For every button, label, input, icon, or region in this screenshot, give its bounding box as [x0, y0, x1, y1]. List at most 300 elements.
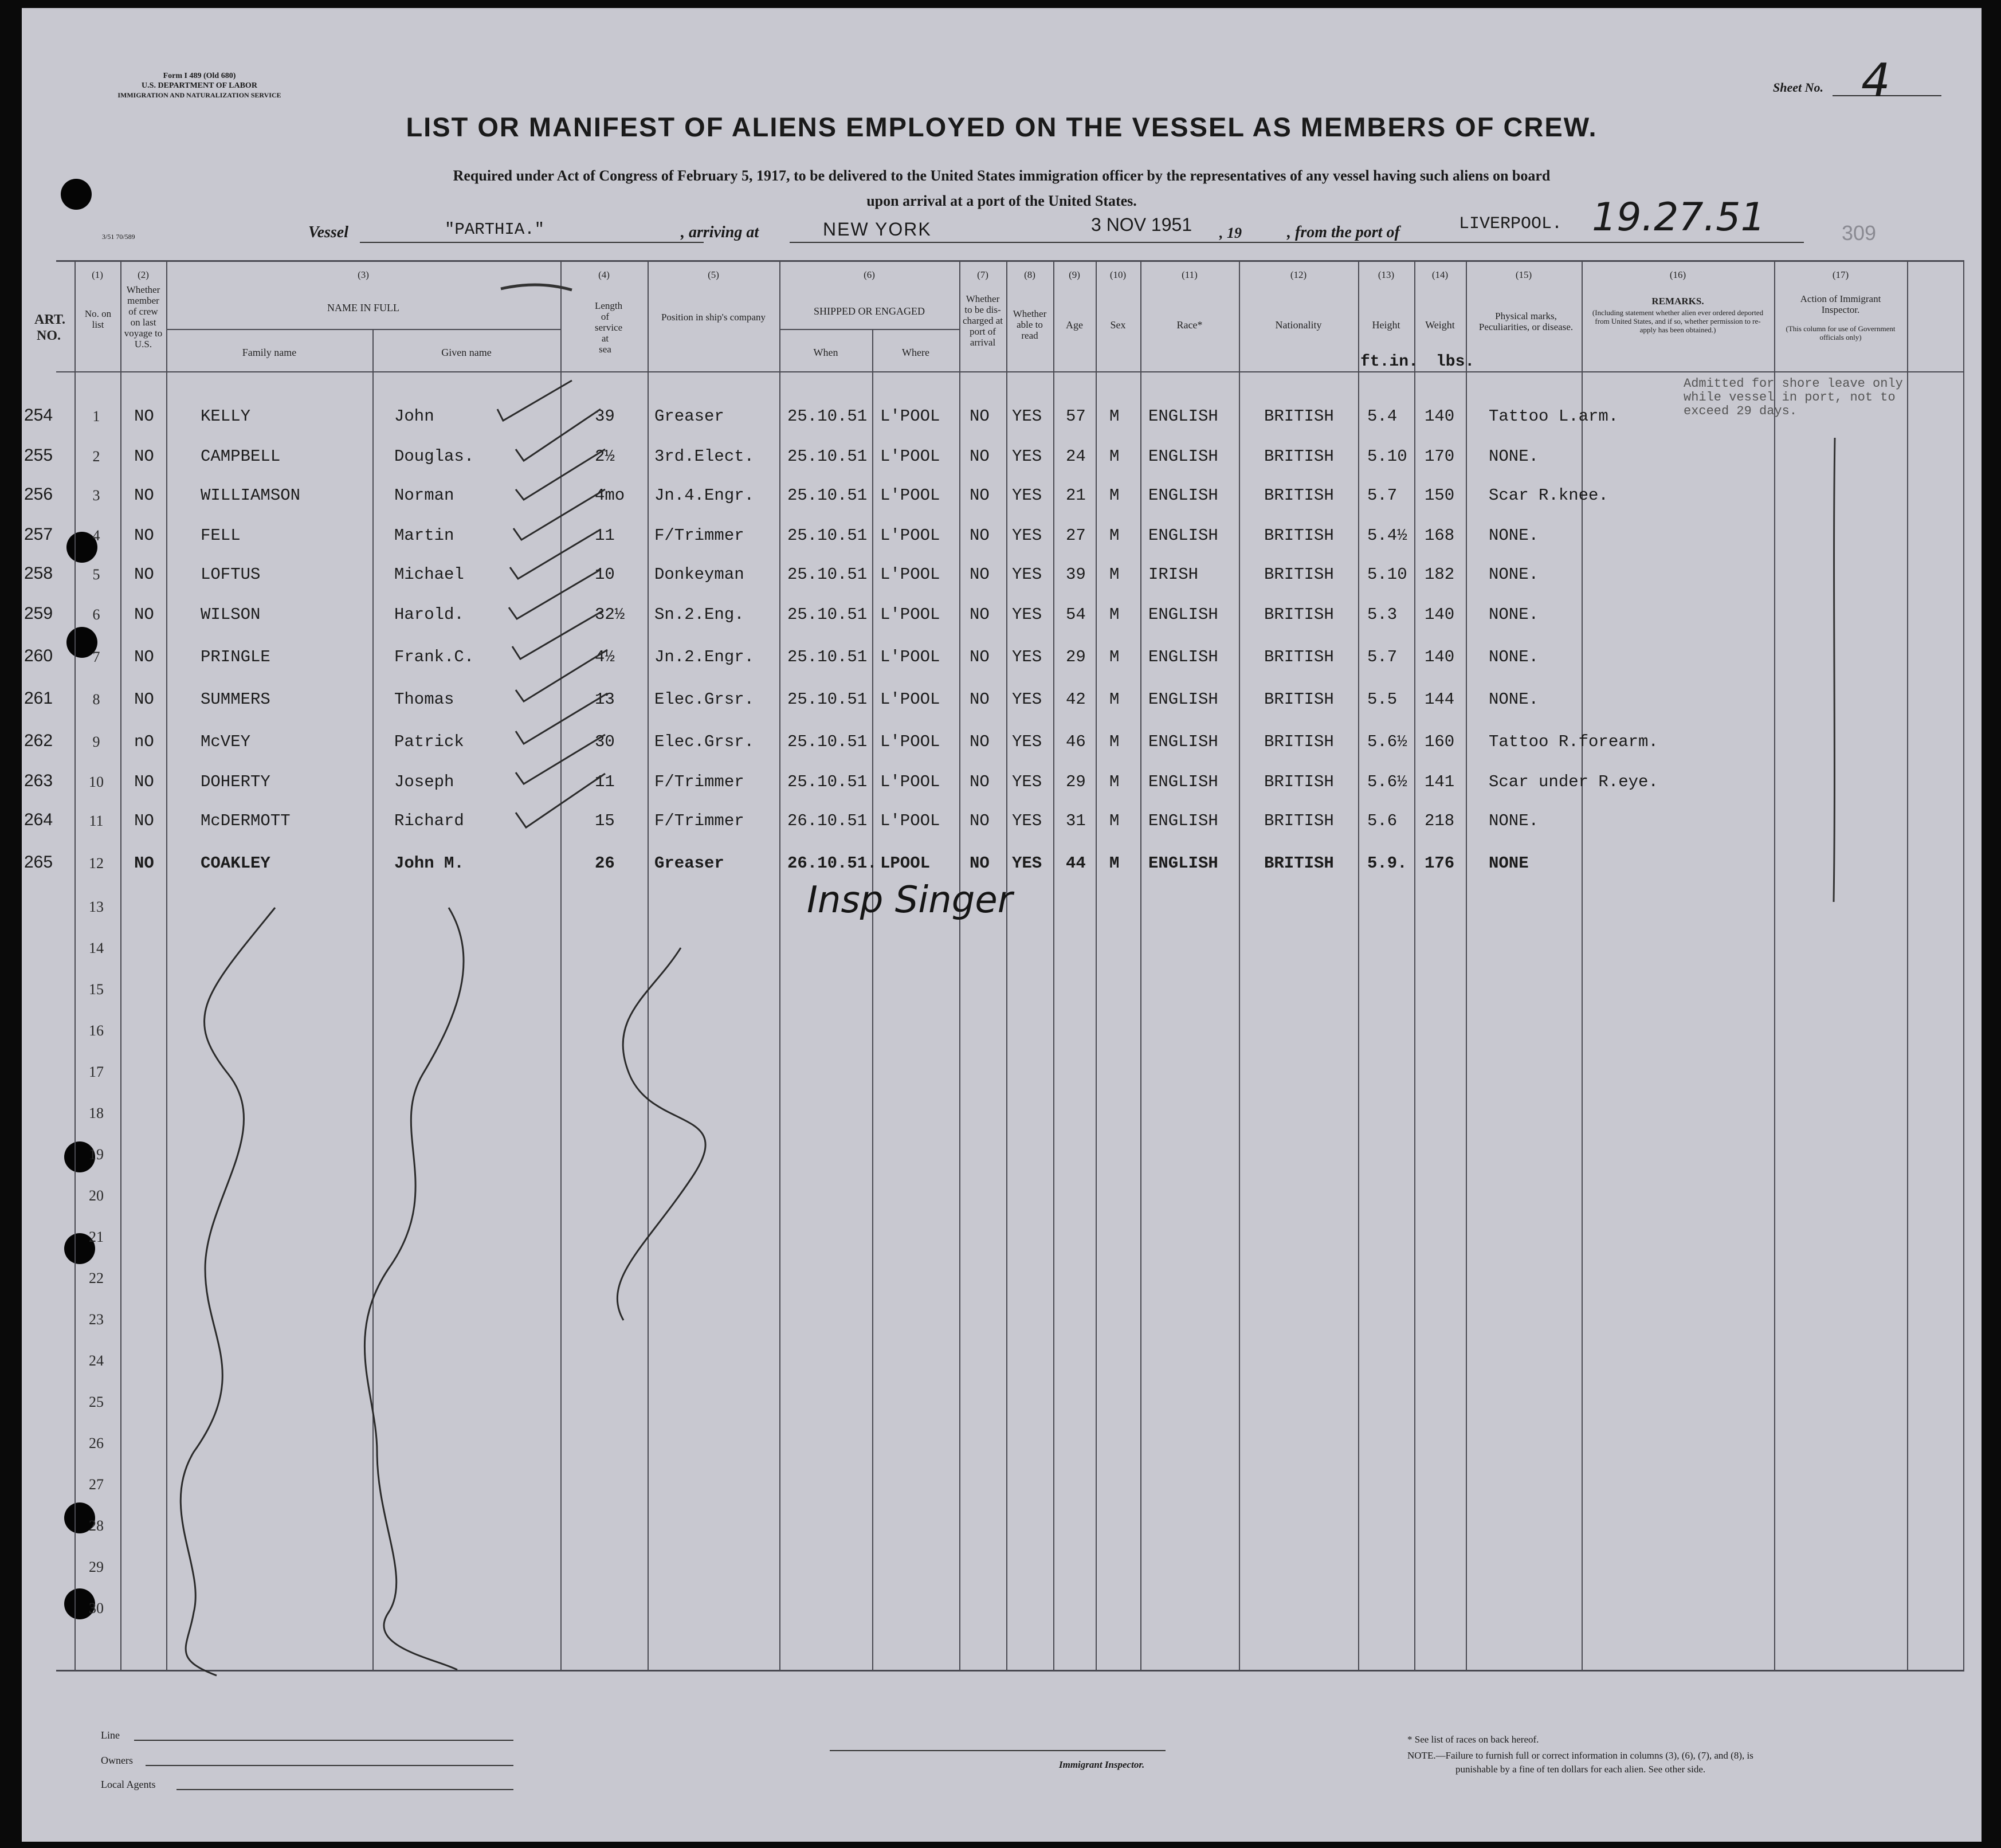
header-num: (15): [1515, 269, 1532, 280]
cell-height: 5.6½: [1367, 772, 1407, 791]
cell-nationality: BRITISH: [1264, 772, 1334, 791]
check-mark-icon: [516, 735, 605, 784]
row-number: 17: [89, 1064, 104, 1080]
footer-note-penalty-1: NOTE.—Failure to furnish full or correct information in columns (3), (6), (7), and (8), is: [1407, 1750, 1753, 1761]
vessel-name: "PARTHIA.": [445, 220, 545, 239]
cell-able-to-read: YES: [1012, 526, 1042, 545]
row-number: 15: [89, 981, 104, 998]
height-unit: ft.in.: [1360, 353, 1418, 371]
cell-race: ENGLISH: [1148, 605, 1218, 624]
cell-race: ENGLISH: [1148, 854, 1218, 873]
header-num: (12): [1290, 269, 1307, 280]
cell-prev-voyage: nO: [134, 732, 154, 751]
cell-sex: M: [1109, 690, 1120, 709]
cell-weight: 160: [1425, 732, 1455, 751]
cell-sex: M: [1109, 486, 1120, 505]
cell-discharged: NO: [970, 486, 990, 505]
header-col-3-family: Family name: [242, 347, 297, 358]
cell-given-name: Frank.C.: [394, 648, 474, 666]
cell-family-name: SUMMERS: [201, 690, 270, 709]
cell-shipped-when: 25.10.51: [787, 732, 868, 751]
row-number: 26: [89, 1435, 104, 1451]
cell-prev-voyage: NO: [134, 605, 154, 624]
cell-able-to-read: YES: [1012, 772, 1042, 791]
cell-shipped-when: 25.10.51: [787, 526, 868, 545]
cell-able-to-read: YES: [1012, 407, 1042, 426]
cell-age: 21: [1066, 486, 1086, 505]
cell-able-to-read: YES: [1012, 732, 1042, 751]
cell-service-length: 39: [595, 407, 615, 426]
cell-sex: M: [1109, 565, 1120, 584]
cell-height: 5.7: [1367, 486, 1398, 505]
cell-position: F/Trimmer: [654, 772, 744, 791]
cell-shipped-where: L'POOL: [880, 486, 940, 505]
row-number: 24: [89, 1352, 104, 1369]
header-col-16-note: (Including statement whether alien ever ordered deported from United States, and if so, whether permission to re-apply has been obtained.): [1592, 308, 1764, 334]
cell-physical-marks: Tattoo L.arm.: [1489, 407, 1619, 426]
cell-race: ENGLISH: [1148, 526, 1218, 545]
header-num: (11): [1182, 269, 1198, 280]
header-col-6-when: When: [813, 347, 838, 358]
service-name: IMMIGRATION AND NATURALIZATION SERVICE: [117, 91, 281, 99]
cell-shipped-when: 26.10.51: [787, 811, 868, 830]
cell-nationality: BRITISH: [1264, 854, 1334, 873]
cell-physical-marks: NONE.: [1489, 447, 1539, 466]
art-number: 254: [24, 406, 53, 425]
cell-discharged: NO: [970, 407, 990, 426]
arriving-port: NEW YORK: [823, 219, 932, 240]
row-number: 28: [89, 1517, 104, 1534]
footer-line-label: Line: [101, 1729, 120, 1741]
cell-shipped-where: LPOOL: [880, 854, 931, 873]
cell-shipped-when: 25.10.51: [787, 447, 868, 466]
immigrant-inspector-label: Immigrant Inspector.: [1059, 1759, 1145, 1770]
header-col-3-given: Given name: [441, 347, 492, 358]
header-num: (16): [1669, 269, 1686, 280]
cell-discharged: NO: [970, 648, 990, 666]
art-number: 255: [24, 446, 53, 465]
cell-nationality: BRITISH: [1264, 407, 1334, 426]
from-port-label: , from the port of: [1287, 223, 1400, 241]
check-mark-icon: [516, 693, 607, 744]
cell-prev-voyage: NO: [134, 690, 154, 709]
squiggle-family: [181, 908, 275, 1676]
cell-age: 29: [1066, 772, 1086, 791]
cell-weight: 150: [1425, 486, 1455, 505]
cell-weight: 140: [1425, 407, 1455, 426]
cell-race: ENGLISH: [1148, 648, 1218, 666]
cell-service-length: 13: [595, 690, 615, 709]
cell-nationality: BRITISH: [1264, 526, 1334, 545]
footer-agents-label: Local Agents: [101, 1779, 156, 1790]
cell-weight: 144: [1425, 690, 1455, 709]
row-number: 27: [89, 1476, 104, 1493]
cell-prev-voyage: NO: [134, 526, 154, 545]
cell-shipped-when: 25.10.51: [787, 565, 868, 584]
cell-shipped-where: L'POOL: [880, 605, 940, 624]
row-number: 30: [89, 1600, 104, 1616]
cell-sex: M: [1109, 772, 1120, 791]
row-number: 13: [89, 899, 104, 915]
handwritten-marks: [22, 8, 1982, 1842]
check-mark-icon: [512, 611, 603, 659]
row-number: 6: [92, 606, 100, 623]
cell-nationality: BRITISH: [1264, 486, 1334, 505]
cell-weight: 218: [1425, 811, 1455, 830]
cell-nationality: BRITISH: [1264, 447, 1334, 466]
header-col-17: Action of Immigrant Inspector.: [1800, 293, 1881, 315]
cell-able-to-read: YES: [1012, 605, 1042, 624]
cell-family-name: DOHERTY: [201, 772, 270, 791]
cell-sex: M: [1109, 407, 1120, 426]
cell-given-name: Thomas: [394, 690, 454, 709]
cell-physical-marks: Tattoo R.forearm.: [1489, 732, 1658, 751]
cell-age: 24: [1066, 447, 1086, 466]
cell-discharged: NO: [970, 526, 990, 545]
cell-sex: M: [1109, 648, 1120, 666]
check-mark-icon: [516, 650, 607, 701]
cell-nationality: BRITISH: [1264, 648, 1334, 666]
cell-height: 5.4: [1367, 407, 1398, 426]
page-title: LIST OR MANIFEST OF ALIENS EMPLOYED ON THE VESSEL AS MEMBERS OF CREW.: [406, 112, 1598, 142]
cell-given-name: Joseph: [394, 772, 454, 791]
cell-given-name: Patrick: [394, 732, 464, 751]
cell-family-name: COAKLEY: [201, 854, 270, 873]
header-col-12: Nationality: [1275, 319, 1322, 331]
row-number: 9: [92, 733, 100, 750]
cell-service-length: 32½: [595, 605, 625, 624]
cell-prev-voyage: NO: [134, 407, 154, 426]
row-number: 11: [89, 813, 104, 829]
cell-physical-marks: NONE.: [1489, 811, 1539, 830]
cell-race: ENGLISH: [1148, 486, 1218, 505]
sheet-number-value: 4: [1861, 54, 1890, 107]
row-number: 21: [89, 1229, 104, 1245]
cell-able-to-read: YES: [1012, 565, 1042, 584]
header-num: (7): [977, 269, 988, 280]
cell-service-length: 4½: [595, 648, 615, 666]
cell-physical-marks: NONE: [1489, 854, 1529, 873]
header-col-5: Position in ship's company: [661, 312, 766, 323]
weight-unit: lbs.: [1436, 353, 1475, 371]
cell-family-name: McVEY: [201, 732, 251, 751]
art-number: 265: [24, 853, 53, 872]
cell-able-to-read: YES: [1012, 486, 1042, 505]
department-name: U.S. DEPARTMENT OF LABOR: [142, 81, 257, 90]
vessel-label: Vessel: [308, 223, 348, 241]
cell-prev-voyage: NO: [134, 811, 154, 830]
cell-discharged: NO: [970, 811, 990, 830]
cell-given-name: John M.: [394, 854, 464, 873]
row-number: 8: [92, 691, 100, 708]
cell-age: 42: [1066, 690, 1086, 709]
cell-height: 5.9.: [1367, 854, 1407, 873]
cell-service-length: 30: [595, 732, 615, 751]
squiggle-service: [617, 948, 705, 1320]
cell-given-name: Martin: [394, 526, 454, 545]
row-number: 18: [89, 1105, 104, 1121]
cell-physical-marks: NONE.: [1489, 605, 1539, 624]
cell-position: Greaser: [654, 407, 724, 426]
cell-service-length: 15: [595, 811, 615, 830]
art-number: 264: [24, 810, 53, 829]
cell-age: 39: [1066, 565, 1086, 584]
from-port: LIVERPOOL.: [1459, 214, 1563, 234]
inspector-vertical-mark: [1834, 438, 1835, 902]
cell-shipped-when: 25.10.51: [787, 486, 868, 505]
header-col-3: NAME IN FULL: [327, 302, 399, 313]
header-col-15: Physical marks, Peculiarities, or disease.: [1478, 311, 1574, 332]
header-col-11: Race*: [1176, 319, 1203, 331]
cell-sex: M: [1109, 526, 1120, 545]
cell-discharged: NO: [970, 854, 990, 873]
cell-nationality: BRITISH: [1264, 811, 1334, 830]
cell-discharged: NO: [970, 690, 990, 709]
header-col-7: Whether to be dis-charged at port of arrival: [962, 293, 1003, 348]
art-number: 258: [24, 564, 53, 583]
header-col-1: No. on list: [84, 308, 112, 330]
inspector-signature-line: [830, 1750, 1166, 1751]
cell-prev-voyage: NO: [134, 486, 154, 505]
cell-shipped-where: L'POOL: [880, 732, 940, 751]
cell-family-name: FELL: [201, 526, 241, 545]
cell-nationality: BRITISH: [1264, 732, 1334, 751]
cell-height: 5.6: [1367, 811, 1398, 830]
cell-service-length: 4mo: [595, 486, 625, 505]
cell-prev-voyage: NO: [134, 854, 154, 873]
cell-physical-marks: Scar R.knee.: [1489, 486, 1608, 505]
subtitle-line-2: upon arrival at a port of the United States.: [866, 193, 1137, 209]
cell-sex: M: [1109, 447, 1120, 466]
footer-note-penalty-2: punishable by a fine of ten dollars for each alien. See other side.: [1455, 1764, 1706, 1775]
footer-agents-underline: [176, 1789, 513, 1790]
check-mark-icon: [497, 380, 572, 421]
subtitle-line-1: Required under Act of Congress of February 5, 1917, to be delivered to the United States immigration officer by the representatives of any vessel having such aliens on board: [453, 167, 1551, 184]
row-number: 5: [92, 566, 100, 583]
cell-shipped-when: 25.10.51: [787, 690, 868, 709]
remarks-note: Admitted for shore leave only while vessel in port, not to exceed 29 days.: [1684, 376, 1903, 418]
year-label: , 19: [1219, 225, 1242, 241]
scribble-mark: [501, 285, 572, 290]
cell-family-name: PRINGLE: [201, 648, 270, 666]
row-number: 14: [89, 940, 104, 956]
header-num: (10): [1109, 269, 1127, 280]
cell-height: 5.10: [1367, 565, 1407, 584]
cell-weight: 141: [1425, 772, 1455, 791]
header-num: (14): [1431, 269, 1449, 280]
cell-given-name: Douglas.: [394, 447, 474, 466]
cell-position: Elec.Grsr.: [654, 732, 755, 751]
cell-position: 3rd.Elect.: [654, 447, 755, 466]
cell-family-name: CAMPBELL: [201, 447, 281, 466]
cell-given-name: Norman: [394, 486, 454, 505]
cell-discharged: NO: [970, 732, 990, 751]
cell-shipped-when: 26.10.51.: [787, 854, 877, 873]
cell-weight: 140: [1425, 605, 1455, 624]
footer-note-races: * See list of races on back hereof.: [1407, 1734, 1539, 1745]
header-col-17-note: (This column for use of Government officials only): [1786, 324, 1896, 342]
cell-prev-voyage: NO: [134, 565, 154, 584]
header-art-no: ART. NO.: [34, 312, 66, 343]
cell-discharged: NO: [970, 772, 990, 791]
footer-owners-label: Owners: [101, 1755, 133, 1766]
cell-discharged: NO: [970, 605, 990, 624]
header-col-4: Length of service at sea: [595, 300, 623, 355]
cell-shipped-where: L'POOL: [880, 407, 940, 426]
cell-shipped-when: 25.10.51: [787, 605, 868, 624]
art-number: 262: [24, 731, 53, 750]
art-number: 256: [24, 485, 53, 504]
cell-race: ENGLISH: [1148, 732, 1218, 751]
cell-weight: 176: [1425, 854, 1455, 873]
cell-height: 5.3: [1367, 605, 1398, 624]
cell-weight: 168: [1425, 526, 1455, 545]
file-number: 309: [1842, 221, 1877, 245]
cell-weight: 170: [1425, 447, 1455, 466]
row-number: 19: [89, 1146, 104, 1163]
cell-sex: M: [1109, 605, 1120, 624]
header-num: (9): [1069, 269, 1080, 280]
cell-race: ENGLISH: [1148, 690, 1218, 709]
cell-race: IRISH: [1148, 565, 1199, 584]
footer-line-underline: [134, 1740, 513, 1741]
cell-shipped-when: 25.10.51: [787, 648, 868, 666]
cell-nationality: BRITISH: [1264, 690, 1334, 709]
cell-shipped-when: 25.10.51: [787, 407, 868, 426]
cell-able-to-read: YES: [1012, 854, 1042, 873]
cell-shipped-where: L'POOL: [880, 690, 940, 709]
check-mark-icon: [516, 409, 601, 461]
header-col-6-where: Where: [902, 347, 929, 358]
header-col-9: Age: [1066, 319, 1083, 331]
cell-height: 5.5: [1367, 690, 1398, 709]
cell-family-name: LOFTUS: [201, 565, 261, 584]
cell-sex: M: [1109, 732, 1120, 751]
footer-owners-underline: [146, 1765, 513, 1766]
cell-given-name: Richard: [394, 811, 464, 830]
header-num: (8): [1024, 269, 1035, 280]
row-number: 25: [89, 1394, 104, 1410]
check-marks: [497, 380, 607, 827]
header-col-14: Weight: [1425, 319, 1455, 331]
header-num: (17): [1832, 269, 1849, 280]
cell-race: ENGLISH: [1148, 772, 1218, 791]
header-col-16: REMARKS.: [1651, 296, 1704, 307]
cell-position: Donkeyman: [654, 565, 744, 584]
cell-sex: M: [1109, 854, 1120, 873]
art-number: 257: [24, 525, 53, 544]
date-stamp: 3 NOV 1951: [1091, 214, 1192, 235]
cell-able-to-read: YES: [1012, 690, 1042, 709]
cell-discharged: NO: [970, 447, 990, 466]
cell-service-length: 10: [595, 565, 615, 584]
cell-given-name: John: [394, 407, 434, 426]
cell-shipped-where: L'POOL: [880, 772, 940, 791]
row-number: 29: [89, 1559, 104, 1575]
cell-age: 46: [1066, 732, 1086, 751]
art-number: 260: [24, 646, 53, 665]
cell-physical-marks: Scar under R.eye.: [1489, 772, 1658, 791]
art-number: 263: [24, 771, 53, 790]
header-num: (1): [92, 269, 103, 280]
sheet-number-label: Sheet No.: [1773, 80, 1823, 95]
row-number: 16: [89, 1022, 104, 1039]
cell-race: ENGLISH: [1148, 447, 1218, 466]
cell-position: Jn.4.Engr.: [654, 486, 755, 505]
art-number: 259: [24, 604, 53, 623]
arriving-label: , arriving at: [681, 223, 759, 241]
form-number: Form I 489 (Old 680): [163, 72, 236, 80]
cell-height: 5.6½: [1367, 732, 1407, 751]
cell-age: 29: [1066, 648, 1086, 666]
cell-position: Elec.Grsr.: [654, 690, 755, 709]
header-col-2: Whether member of crew on last voyage to U.S.: [124, 284, 163, 350]
cell-service-length: 26: [595, 854, 615, 873]
header-num: (4): [598, 269, 610, 280]
cell-age: 54: [1066, 605, 1086, 624]
cell-service-length: 11: [595, 772, 615, 791]
cell-sex: M: [1109, 811, 1120, 830]
cell-nationality: BRITISH: [1264, 605, 1334, 624]
cell-family-name: WILLIAMSON: [201, 486, 301, 505]
cell-race: ENGLISH: [1148, 811, 1218, 830]
cell-age: 57: [1066, 407, 1086, 426]
cell-able-to-read: YES: [1012, 648, 1042, 666]
row-number: 4: [92, 527, 100, 544]
art-number: 261: [24, 689, 53, 708]
cell-shipped-where: L'POOL: [880, 565, 940, 584]
row-number: 23: [89, 1311, 104, 1328]
manifest-sheet: [22, 8, 1982, 1842]
header-num: (5): [708, 269, 719, 280]
form-code: 3/51 70/589: [102, 233, 135, 241]
row-number: 22: [89, 1270, 104, 1286]
cell-position: Greaser: [654, 854, 724, 873]
cell-shipped-where: L'POOL: [880, 811, 940, 830]
cell-shipped-where: L'POOL: [880, 447, 940, 466]
cell-shipped-where: L'POOL: [880, 526, 940, 545]
cell-position: Jn.2.Engr.: [654, 648, 755, 666]
cell-weight: 140: [1425, 648, 1455, 666]
cell-race: ENGLISH: [1148, 407, 1218, 426]
row-number: 2: [92, 448, 100, 465]
cell-given-name: Michael: [394, 565, 464, 584]
header-col-10: Sex: [1110, 319, 1126, 331]
header-col-6: SHIPPED OR ENGAGED: [813, 305, 925, 317]
header-col-8: Whether able to read: [1013, 308, 1047, 341]
row-number: 10: [89, 774, 104, 790]
header-col-13: Height: [1372, 319, 1400, 331]
cell-shipped-when: 25.10.51: [787, 772, 868, 791]
header-num: (3): [358, 269, 369, 280]
inspector-signature: Insp Singer: [807, 879, 1013, 921]
check-mark-icon: [510, 529, 601, 579]
cell-prev-voyage: NO: [134, 648, 154, 666]
cell-height: 5.10: [1367, 447, 1407, 466]
cell-able-to-read: YES: [1012, 811, 1042, 830]
header-num: (2): [138, 269, 149, 280]
cell-given-name: Harold.: [394, 605, 464, 624]
row-number: 3: [92, 487, 100, 504]
cell-position: F/Trimmer: [654, 526, 744, 545]
cell-physical-marks: NONE.: [1489, 690, 1539, 709]
cell-height: 5.7: [1367, 648, 1398, 666]
row-number: 1: [92, 408, 100, 425]
cell-shipped-where: L'POOL: [880, 648, 940, 666]
cell-position: F/Trimmer: [654, 811, 744, 830]
cell-age: 27: [1066, 526, 1086, 545]
cell-discharged: NO: [970, 565, 990, 584]
